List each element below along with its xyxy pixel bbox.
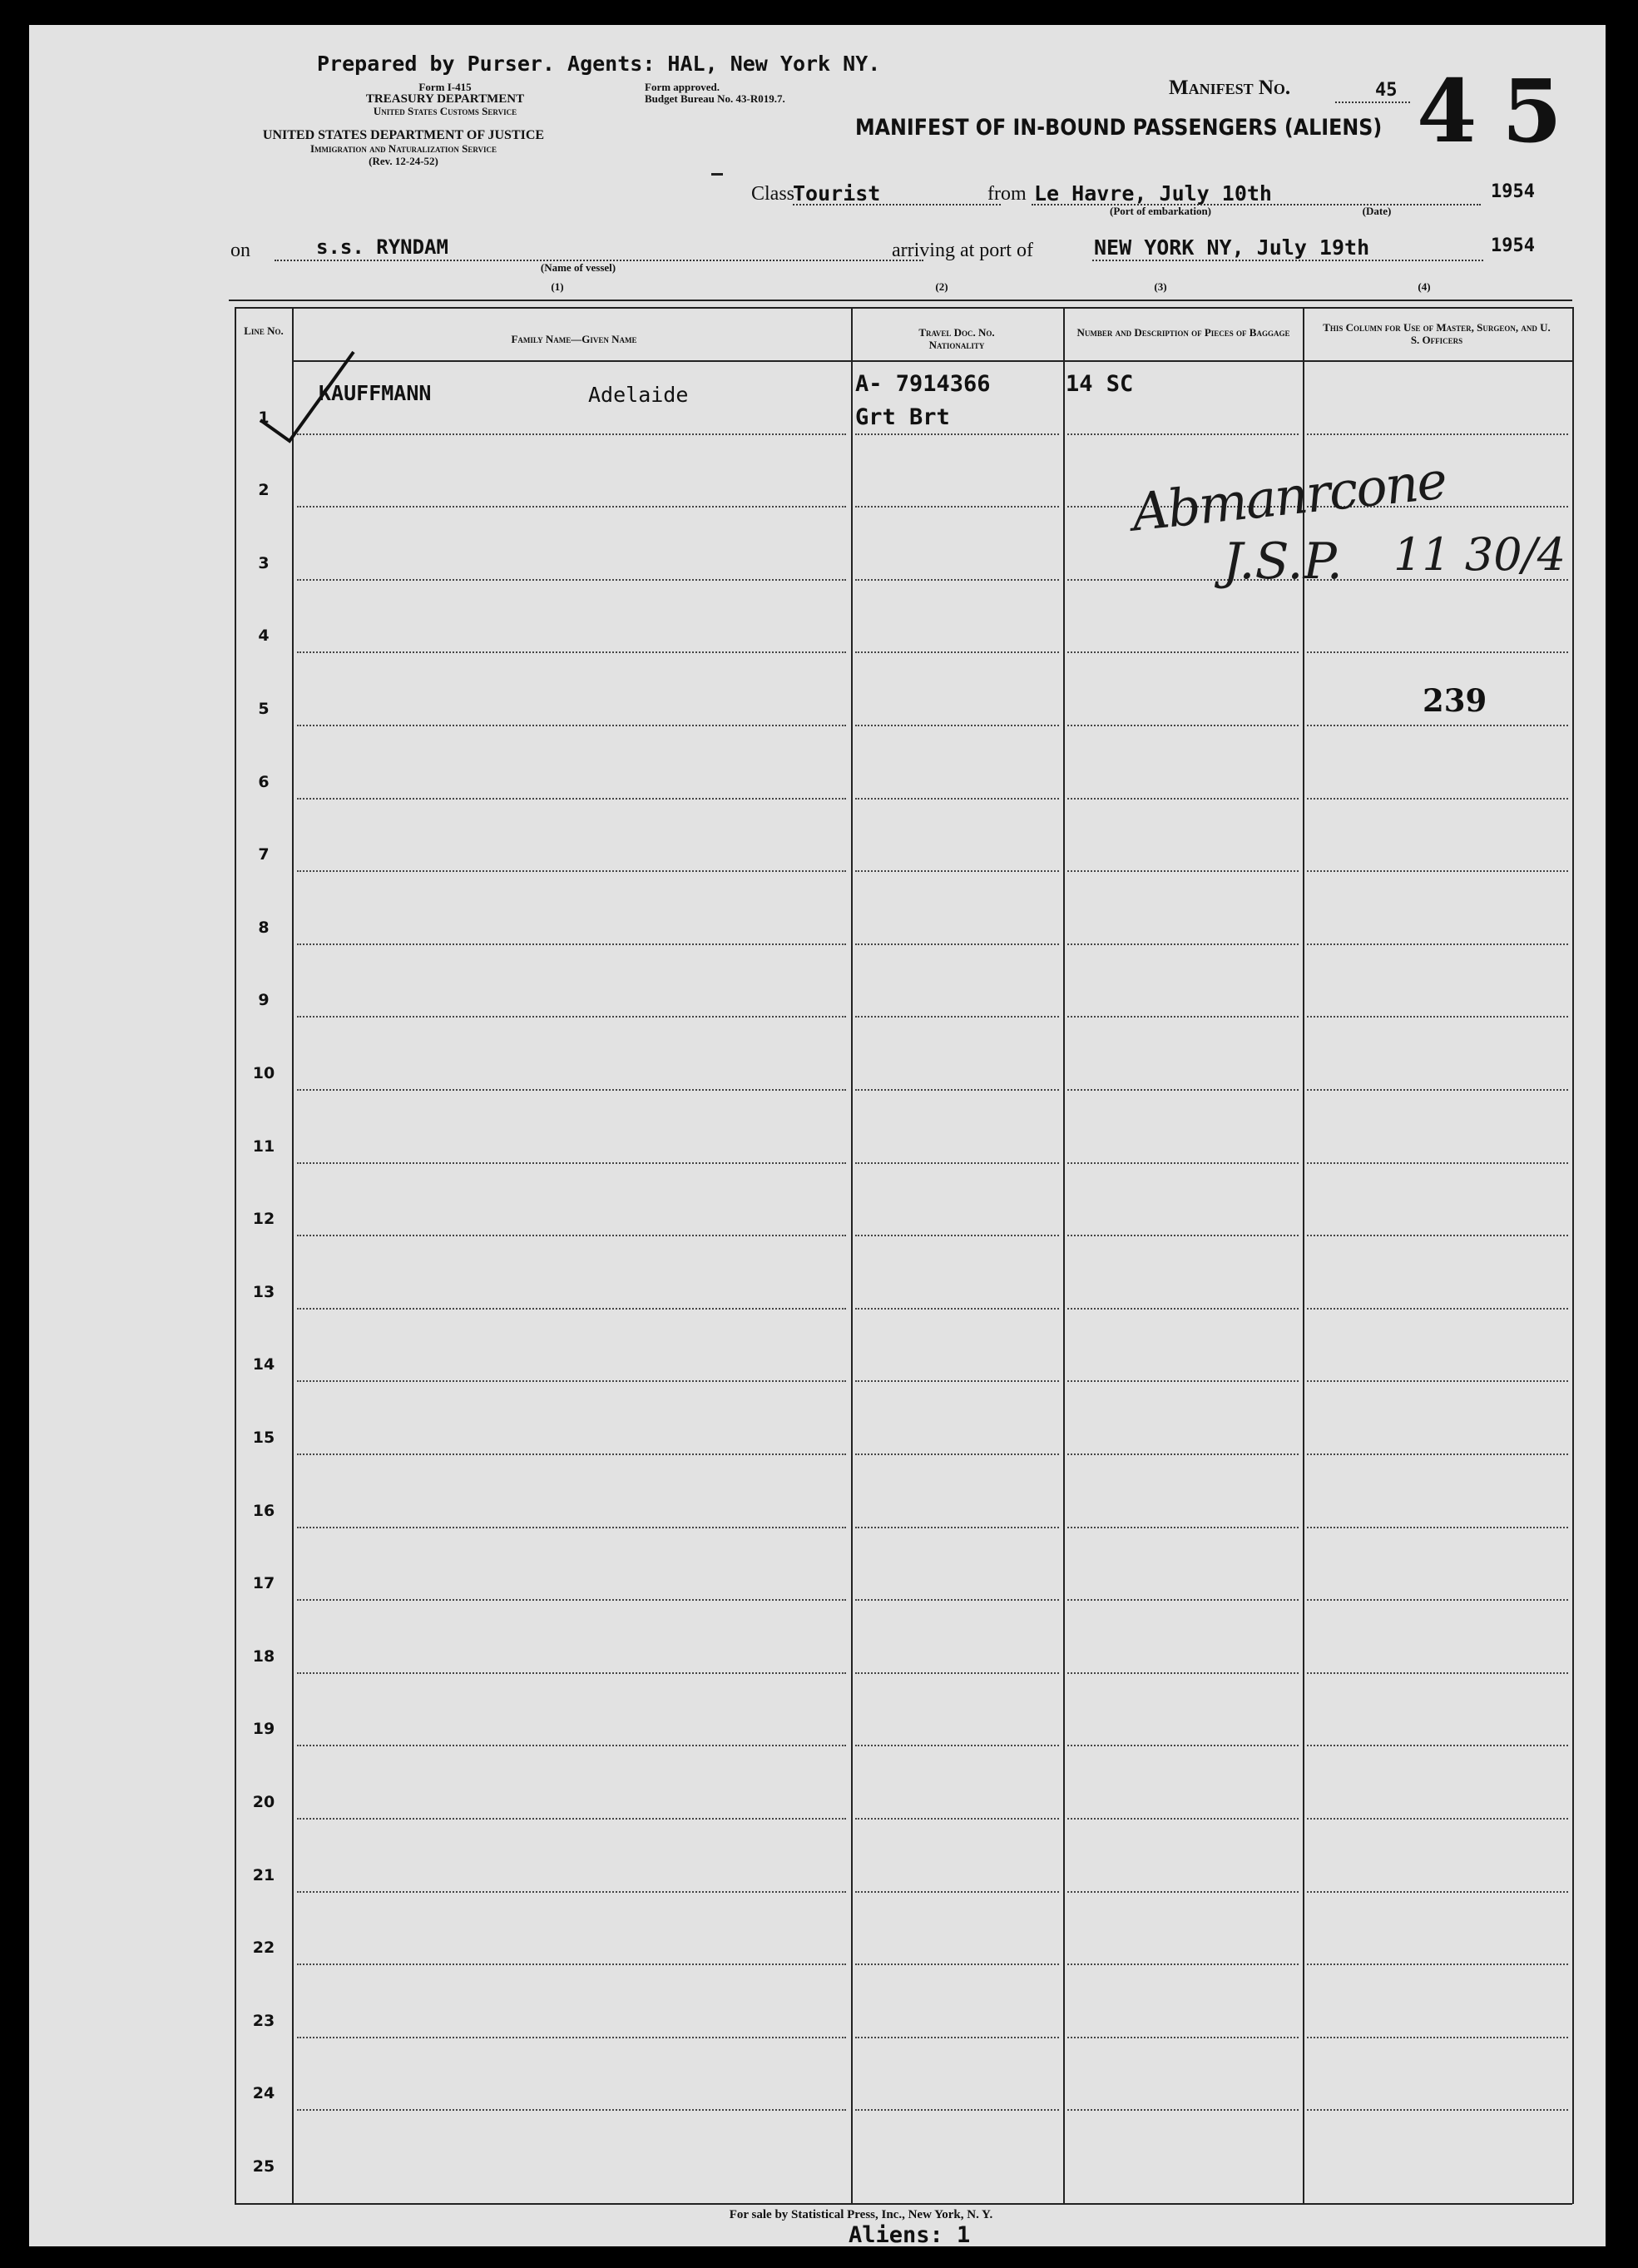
row-rule — [855, 1162, 1059, 1164]
row-rule — [855, 1745, 1059, 1746]
row-rule — [297, 1016, 846, 1018]
row-rule — [1067, 651, 1299, 653]
line-number: 9 — [258, 991, 270, 1010]
row-rule — [1067, 2109, 1299, 2111]
printer-credit: For sale by Statistical Press, Inc., New York, N. Y. — [729, 2208, 993, 2221]
row-rule — [855, 651, 1059, 653]
row-rule — [855, 1963, 1059, 1965]
row-rule — [855, 2037, 1059, 2038]
vessel-caption: (Name of vessel) — [540, 261, 616, 274]
row-rule — [855, 1891, 1059, 1893]
from-label: from — [987, 183, 1027, 205]
row-rule — [1067, 725, 1299, 726]
line-number: 19 — [252, 1720, 275, 1739]
row-rule — [855, 1818, 1059, 1820]
header-baggage: Number and Description of Pieces of Baggage — [1076, 326, 1290, 339]
line-number: 22 — [252, 1939, 275, 1958]
customs-service: United States Customs Service — [373, 105, 517, 117]
row-rule — [1067, 870, 1299, 872]
line-number: 18 — [252, 1647, 275, 1666]
row-rule — [297, 1380, 846, 1382]
row-rule — [855, 1016, 1059, 1018]
form-number: Form I-415 — [418, 81, 472, 93]
form-approved: Form approved. — [645, 81, 720, 93]
row-rule — [1307, 1016, 1568, 1018]
line-number: 5 — [258, 700, 270, 718]
row-rule — [1307, 433, 1568, 435]
line-number: 8 — [258, 918, 270, 937]
line-number: 20 — [252, 1793, 275, 1811]
row-rule — [297, 1527, 846, 1528]
revision: (Rev. 12-24-52) — [369, 155, 438, 167]
row-rule — [855, 1380, 1059, 1382]
row-rule — [297, 579, 846, 581]
check-mark-icon — [252, 345, 360, 453]
line-number: 2 — [258, 481, 270, 500]
row-rule — [1067, 1016, 1299, 1018]
row-rule — [1307, 798, 1568, 800]
row-rule — [1067, 1745, 1299, 1746]
row-rule — [297, 1599, 846, 1601]
row-rule — [297, 1891, 846, 1893]
row-rule — [297, 506, 846, 508]
baggage: 14 SC — [1066, 371, 1134, 397]
row-rule — [297, 870, 846, 872]
date-caption: (Date) — [1362, 205, 1392, 217]
row-rule — [1307, 1162, 1568, 1164]
class-label: Class — [751, 183, 795, 205]
manifest-number-small: 45 — [1375, 80, 1398, 101]
line-number: 10 — [252, 1064, 275, 1082]
row-rule — [855, 1453, 1059, 1455]
row-rule — [297, 433, 846, 435]
manifest-page — [29, 25, 1606, 2246]
aliens-count: Aliens: 1 — [849, 2222, 971, 2248]
row-rule — [1307, 1235, 1568, 1236]
on-label: on — [230, 240, 250, 261]
row-rule — [855, 798, 1059, 800]
header-name: Family Name—Given Name — [511, 333, 637, 345]
row-rule — [297, 1308, 846, 1310]
header-officers: This Column for Use of Master, Surgeon, and U. S. Officers — [1323, 321, 1551, 346]
stamp-number: 239 — [1423, 682, 1487, 719]
line-number: 24 — [252, 2084, 275, 2103]
row-rule — [855, 1672, 1059, 1674]
row-rule — [1067, 798, 1299, 800]
row-rule — [1307, 651, 1568, 653]
col-num-1: (1) — [551, 280, 564, 293]
row-rule — [1067, 1527, 1299, 1528]
row-rule — [1067, 1162, 1299, 1164]
arrival-value: NEW YORK NY, July 19th — [1094, 235, 1370, 260]
row-rule — [855, 506, 1059, 508]
line-number: 14 — [252, 1355, 275, 1374]
line-number: 15 — [252, 1429, 275, 1447]
dash-mark — [711, 173, 723, 176]
line-number: 23 — [252, 2011, 275, 2030]
manifest-title: MANIFEST OF IN-BOUND PASSENGERS (ALIENS) — [855, 115, 1383, 141]
row-rule — [297, 798, 846, 800]
row-rule — [297, 651, 846, 653]
line-number: 13 — [252, 1282, 275, 1301]
row-rule — [297, 943, 846, 945]
row-rule — [1307, 2109, 1568, 2111]
row-rule — [1307, 1089, 1568, 1091]
row-rule — [1307, 2037, 1568, 2038]
row-rule — [297, 2037, 846, 2038]
row-rule — [1307, 1818, 1568, 1820]
row-rule — [855, 1599, 1059, 1601]
row-rule — [855, 433, 1059, 435]
row-rule — [1307, 943, 1568, 945]
row-rule — [297, 725, 846, 726]
row-rule — [297, 1963, 846, 1965]
manifest-label: Manifest No. — [1169, 77, 1291, 99]
row-rule — [1067, 1453, 1299, 1455]
line-number: 7 — [258, 845, 270, 864]
row-rule — [855, 870, 1059, 872]
row-rule — [855, 1089, 1059, 1091]
row-rule — [1067, 2037, 1299, 2038]
line-number: 6 — [258, 772, 270, 791]
row-rule — [1307, 1380, 1568, 1382]
row-rule — [1067, 1308, 1299, 1310]
row-rule — [297, 1453, 846, 1455]
header-travel-doc: Travel Doc. No. Nationality — [918, 326, 995, 351]
given-name: Adelaide — [588, 383, 689, 407]
arriving-label: arriving at port of — [892, 240, 1033, 261]
row-rule — [855, 1527, 1059, 1528]
nationality: Grt Brt — [855, 404, 950, 430]
prepared-by: Prepared by Purser. Agents: HAL, New York NY. — [317, 52, 881, 76]
line-number: 16 — [252, 1501, 275, 1520]
row-rule — [855, 579, 1059, 581]
row-rule — [1067, 1599, 1299, 1601]
handwritten-initials: J.S.P. — [1223, 532, 1343, 591]
travel-doc-number: A- 7914366 — [855, 371, 991, 397]
year-arrival: 1954 — [1491, 235, 1535, 256]
row-rule — [1067, 1891, 1299, 1893]
row-rule — [1307, 1599, 1568, 1601]
row-rule — [1307, 1527, 1568, 1528]
row-rule — [1307, 1308, 1568, 1310]
class-value: Tourist — [793, 181, 881, 206]
ins-service: Immigration and Naturalization Service — [309, 142, 497, 155]
line-number: 3 — [258, 553, 270, 572]
row-rule — [1067, 1089, 1299, 1091]
row-rule — [297, 1089, 846, 1091]
row-rule — [855, 725, 1059, 726]
row-rule — [1307, 1672, 1568, 1674]
row-rule — [1307, 1453, 1568, 1455]
line-number: 17 — [252, 1574, 275, 1593]
line-number: 4 — [258, 626, 270, 646]
line-number: 21 — [252, 1865, 275, 1884]
line-number: 12 — [252, 1210, 275, 1229]
row-rule — [297, 1672, 846, 1674]
row-rule — [1067, 1235, 1299, 1236]
row-rule — [1067, 1672, 1299, 1674]
treasury-dept: TREASURY DEPARTMENT — [365, 92, 525, 106]
col-num-4: (4) — [1418, 280, 1431, 293]
handwritten-signature: Abmanrcone — [1129, 449, 1449, 543]
row-rule — [1067, 943, 1299, 945]
row-rule — [1307, 1891, 1568, 1893]
line-number: 11 — [252, 1136, 275, 1156]
row-rule — [297, 1235, 846, 1236]
row-rule — [297, 1162, 846, 1164]
row-rule — [297, 1818, 846, 1820]
row-rule — [1067, 433, 1299, 435]
header-line-no: Line No. — [244, 324, 284, 337]
row-rule — [1307, 1745, 1568, 1746]
vessel-name: s.s. RYNDAM — [316, 235, 448, 259]
row-rule — [297, 1745, 846, 1746]
row-rule — [855, 2109, 1059, 2111]
family-name: KAUFFMANN — [319, 381, 432, 405]
row-rule — [855, 1235, 1059, 1236]
manifest-number-stamp: 45 — [1417, 60, 1587, 162]
line-number: 25 — [252, 2157, 275, 2176]
row-rule — [1067, 1818, 1299, 1820]
row-rule — [1067, 1380, 1299, 1382]
line-number: 1 — [258, 408, 270, 427]
year-embark: 1954 — [1491, 181, 1535, 202]
budget-bureau: Budget Bureau No. 43-R019.7. — [645, 92, 785, 105]
from-value: Le Havre, July 10th — [1034, 181, 1272, 206]
row-rule — [1307, 1963, 1568, 1965]
row-rule — [1307, 870, 1568, 872]
row-rule — [855, 943, 1059, 945]
row-rule — [1307, 725, 1568, 726]
justice-dept: UNITED STATES DEPARTMENT OF JUSTICE — [262, 128, 545, 142]
row-rule — [1067, 1963, 1299, 1965]
col-num-2: (2) — [935, 280, 948, 293]
col-num-3: (3) — [1154, 280, 1167, 293]
handwritten-time: 11 30/4 — [1393, 528, 1566, 581]
row-rule — [855, 1308, 1059, 1310]
port-embark-caption: (Port of embarkation) — [1109, 205, 1212, 217]
row-rule — [297, 2109, 846, 2111]
